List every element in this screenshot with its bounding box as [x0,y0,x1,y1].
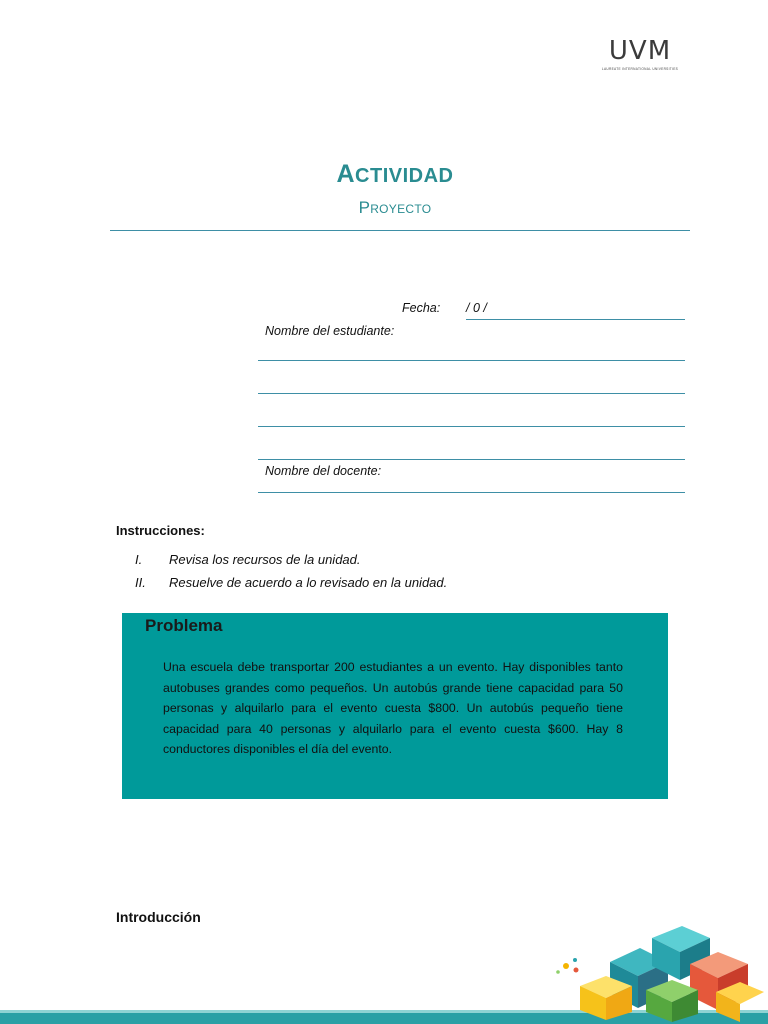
decorative-cubes-footer [0,920,768,1024]
teacher-name-label: Nombre del docente: [265,464,382,478]
page-subtitle [0,198,768,218]
fecha-field[interactable]: / 0 / [466,301,487,315]
deco-dot [556,970,560,974]
logo-tagline: LAUREATE INTERNATIONAL UNIVERSITIES [601,67,679,71]
deco-dot [573,958,577,962]
title-divider [110,230,690,231]
page-title [0,160,768,189]
logo-mark: UVM [608,36,672,66]
instruction-item: Revisa los recursos de la unidad. [169,552,361,567]
deco-dot [574,968,579,973]
teacher-name-line[interactable] [258,492,685,493]
problem-title: Problema [145,616,223,635]
student-name-line-1[interactable] [258,360,685,361]
subtitle-rest: ROYECTO [370,202,432,216]
introduction-heading: Introducción [116,909,201,925]
uvm-logo [600,38,680,71]
student-name-line-2[interactable] [258,393,685,394]
title-initial: A [336,160,356,188]
problem-text: Una escuela debe transportar 200 estudiantes a un evento. Hay disponibles tanto autobuses grandes como pequeños. Un autobús grande tiene capacidad para 50 personas y alquilarlo para el evento cuesta $800. Un autobús pequeño tiene capacidad para 40 personas y alquilarlo para el evento cuesta $600. Hay 8 conductores disponibles el día del evento. [163,660,623,756]
instruction-item: Resuelve de acuerdo a lo revisado en la unidad. [169,575,448,590]
title-rest: CTIVIDAD [355,165,454,187]
fecha-underline [466,319,685,320]
student-name-label: Nombre del estudiante: [265,324,395,338]
student-name-line-3[interactable] [258,426,685,427]
instruction-number: I. [135,552,143,567]
student-name-line-4[interactable] [258,459,685,460]
subtitle-initial: P [358,198,371,217]
instructions-heading: Instrucciones: [116,523,205,538]
deco-dot [563,963,569,969]
problem-box [122,613,668,799]
fecha-label: Fecha: [402,301,441,315]
instruction-number: II. [135,575,146,590]
